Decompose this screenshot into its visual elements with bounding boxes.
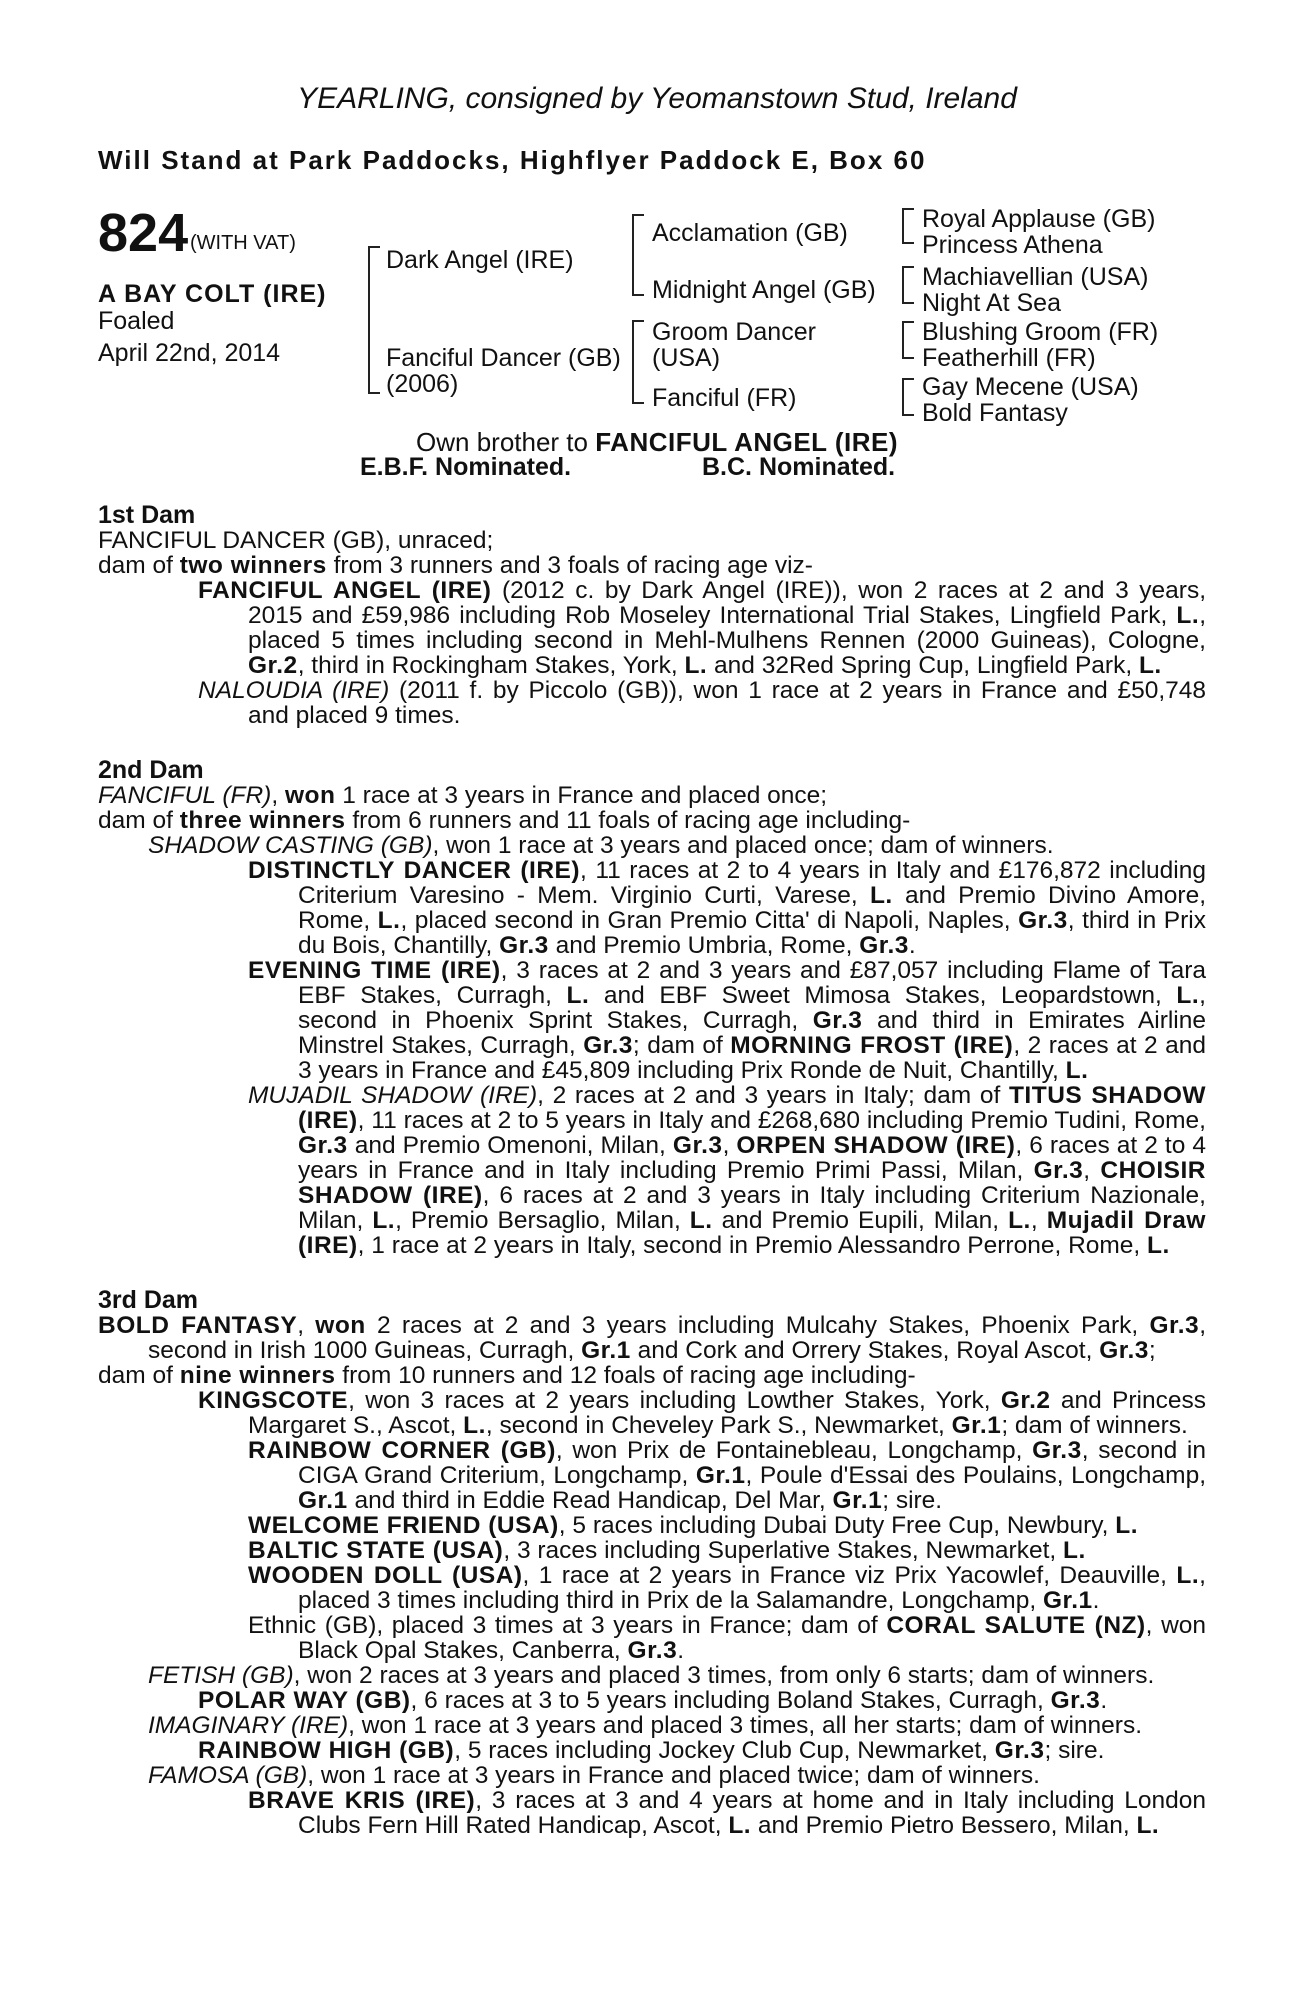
foaled-date: April 22nd, 2014 — [98, 339, 281, 367]
pedigree-g2: Princess Athena — [922, 231, 1103, 259]
consignment-line: YEARLING, consigned by Yeomanstown Stud, Ireland — [297, 82, 1017, 115]
produce-entry: DISTINCTLY DANCER (IRE), 11 races at 2 to 4 years in Italy and £176,872 including Criterium Varesino - Mem. Virginio Curti, Varese, L. and Premio Divino Amore, Rome, L., placed second in Gran Premio Citta' di Napoli, Naples, Gr.3, third in Prix du Bois, Chantilly, Gr.3 and Premio Umbria, Rome, Gr.3. — [248, 857, 1207, 959]
produce-entry: Ethnic (GB), placed 3 times at 3 years in France; dam of CORAL SALUTE (NZ), won Black Opal Stakes, Canberra, Gr.3. — [248, 1612, 1207, 1664]
pedigree-bracket — [368, 246, 380, 394]
produce-entry: RAINBOW CORNER (GB), won Prix de Fontainebleau, Longchamp, Gr.3, second in CIGA Grand Criterium, Longchamp, Gr.1, Poule d'Essai des Poulains, Longchamp, Gr.1 and third in Eddie Read Handicap, Del Mar, Gr.1; sire. — [248, 1437, 1206, 1514]
pedigree-g8: Bold Fantasy — [922, 399, 1068, 427]
third-dam-line: BOLD FANTASY, won 2 races at 2 and 3 years including Mulcahy Stakes, Phoenix Park, Gr.3, second in Irish 1000 Guineas, Curragh, Gr.1 and Cork and Orrery Stakes, Royal Ascot, Gr.3; — [98, 1312, 1206, 1364]
lot-description: A BAY COLT (IRE) — [98, 280, 327, 308]
vat-label: (WITH VAT) — [190, 232, 296, 254]
third-dam-summary: dam of nine winners from 10 runners and 12 foals of racing age including- — [98, 1362, 916, 1389]
produce-entry: WOODEN DOLL (USA), 1 race at 2 years in France viz Prix Yacowlef, Deauville, L., placed 3 times including third in Prix de la Salamandre, Longchamp, Gr.1. — [248, 1562, 1206, 1614]
pedigree-bracket — [902, 208, 914, 244]
third-dam-title: 3rd Dam — [98, 1286, 199, 1314]
pedigree-bracket — [632, 320, 644, 404]
produce-entry: FANCIFUL ANGEL (IRE) (2012 c. by Dark Angel (IRE)), won 2 races at 2 and 3 years, 2015 and £59,986 including Rob Moseley International Trial Stakes, Lingfield Park, L., placed 5 times including second in Mehl-Mulhens Rennen (2000 Guineas), Cologne, Gr.2, third in Rockingham Stakes, York, L. and 32Red Spring Cup, Lingfield Park, L. — [198, 577, 1207, 679]
produce-entry: MUJADIL SHADOW (IRE), 2 races at 2 and 3 years in Italy; dam of TITUS SHADOW (IRE), 11 races at 2 to 5 years in Italy and £268,680 including Premio Tudini, Rome, Gr.3 and Premio Omenoni, Milan, Gr.3, ORPEN SHADOW (IRE), 6 races at 2 to 4 years in France and in Italy including Premio Primi Passi, Milan, Gr.3, CHOISIR SHADOW (IRE), 6 races at 2 and 3 years in Italy including Criterium Nazionale, Milan, L., Premio Bersaglio, Milan, L. and Premio Eupili, Milan, L., Mujadil Draw (IRE), 1 race at 2 years in Italy, second in Premio Alessandro Perrone, Rome, L. — [248, 1082, 1207, 1259]
second-dam-summary: dam of three winners from 6 runners and 11 foals of racing age including- — [98, 807, 911, 834]
first-dam-title: 1st Dam — [98, 501, 196, 529]
first-dam-line: FANCIFUL DANCER (GB), unraced; — [98, 527, 494, 554]
produce-entry: FETISH (GB), won 2 races at 3 years and placed 3 times, from only 6 starts; dam of winners. — [148, 1662, 1155, 1689]
second-dam-title: 2nd Dam — [98, 756, 204, 784]
pedigree-g6: Featherhill (FR) — [922, 344, 1096, 372]
pedigree-dam-year: (2006) — [386, 370, 459, 398]
pedigree-bracket — [902, 266, 914, 304]
second-dam-line: FANCIFUL (FR), won 1 race at 3 years in France and placed once; — [98, 782, 828, 809]
pedigree-dam-sire-country: (USA) — [652, 344, 721, 372]
pedigree-bracket — [902, 321, 914, 359]
produce-entry: SHADOW CASTING (GB), won 1 race at 3 years and placed once; dam of winners. — [148, 832, 1054, 859]
own-brother-name: FANCIFUL ANGEL (IRE) — [595, 427, 898, 457]
pedigree-g5: Blushing Groom (FR) — [922, 318, 1159, 346]
pedigree-g1: Royal Applause (GB) — [922, 205, 1156, 233]
second-dam-section — [98, 758, 1206, 1258]
pedigree-sire-dam: Midnight Angel (GB) — [652, 276, 876, 304]
pedigree-bracket — [902, 378, 914, 416]
stand-location: Will Stand at Park Paddocks, Highflyer Paddock E, Box 60 — [98, 145, 927, 175]
bc-nomination: B.C. Nominated. — [702, 453, 896, 481]
produce-entry: RAINBOW HIGH (GB), 5 races including Jockey Club Cup, Newmarket, Gr.3; sire. — [198, 1737, 1105, 1764]
foaled-info — [98, 305, 280, 369]
pedigree-dam-sire: Groom Dancer — [652, 318, 816, 346]
pedigree-dam-dam: Fanciful (FR) — [652, 384, 797, 412]
produce-entry: BALTIC STATE (USA), 3 races including Superlative Stakes, Newmarket, L. — [248, 1537, 1086, 1564]
ebf-nomination: E.B.F. Nominated. — [360, 453, 572, 481]
pedigree-g4: Night At Sea — [922, 289, 1061, 317]
produce-entry: IMAGINARY (IRE), won 1 race at 3 years and placed 3 times, all her starts; dam of winners. — [148, 1712, 1143, 1739]
own-brother-line — [0, 427, 1314, 458]
produce-entry: KINGSCOTE, won 3 races at 2 years including Lowther Stakes, York, Gr.2 and Princess Margaret S., Ascot, L., second in Cheveley Park S., Newmarket, Gr.1; dam of winners. — [198, 1387, 1207, 1439]
first-dam-section — [98, 503, 1206, 728]
produce-entry: BRAVE KRIS (IRE), 3 races at 3 and 4 years at home and in Italy including London Clubs Fern Hill Rated Handicap, Ascot, L. and Premio Pietro Bessero, Milan, L. — [248, 1787, 1206, 1839]
pedigree-sire: Dark Angel (IRE) — [386, 246, 574, 274]
foaled-label: Foaled — [98, 307, 175, 335]
pedigree-dam: Fanciful Dancer (GB) — [386, 344, 621, 372]
pedigree-g3: Machiavellian (USA) — [922, 263, 1149, 291]
produce-entry: FAMOSA (GB), won 1 race at 3 years in France and placed twice; dam of winners. — [148, 1762, 1040, 1789]
pedigree-bracket — [632, 214, 644, 296]
own-brother-prefix: Own brother to — [416, 427, 588, 457]
third-dam-section — [98, 1288, 1206, 1838]
pedigree-g7: Gay Mecene (USA) — [922, 373, 1139, 401]
produce-entry: EVENING TIME (IRE), 3 races at 2 and 3 years and £87,057 including Flame of Tara EBF Stakes, Curragh, L. and EBF Sweet Mimosa Stakes, Leopardstown, L., second in Phoenix Sprint Stakes, Curragh, Gr.3 and third in Emirates Airline Minstrel Stakes, Curragh, Gr.3; dam of MORNING FROST (IRE), 2 races at 2 and 3 years in France and £45,809 including Prix Ronde de Nuit, Chantilly, L. — [248, 957, 1206, 1084]
lot-number: 824 — [98, 203, 189, 263]
produce-entry: POLAR WAY (GB), 6 races at 3 to 5 years including Boland Stakes, Curragh, Gr.3. — [198, 1687, 1108, 1714]
produce-entry: NALOUDIA (IRE) (2011 f. by Piccolo (GB)), won 1 race at 2 years in France and £50,748 and placed 9 times. — [198, 677, 1206, 729]
first-dam-summary: dam of two winners from 3 runners and 3 foals of racing age viz- — [98, 552, 813, 579]
produce-entry: WELCOME FRIEND (USA), 5 races including Dubai Duty Free Cup, Newbury, L. — [248, 1512, 1139, 1539]
pedigree-sire-sire: Acclamation (GB) — [652, 219, 848, 247]
